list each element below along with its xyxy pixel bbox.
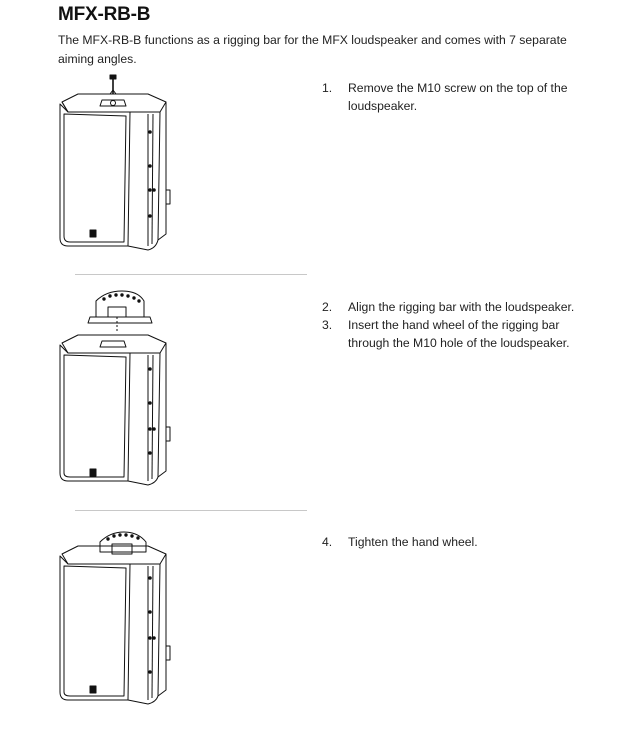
rigging-bar-illustration — [100, 532, 146, 554]
step-number: 1. — [322, 81, 333, 95]
loudspeaker-illustration — [50, 70, 180, 270]
step-text-line-1: Align the rigging bar with the loudspeaker. — [348, 300, 575, 314]
step-text-line-1: Remove the M10 screw on the top of the — [348, 81, 568, 95]
step-text-line-1: Insert the hand wheel of the rigging bar — [348, 318, 560, 332]
intro-paragraph — [58, 31, 598, 69]
step-text-line-1: Tighten the hand wheel. — [348, 535, 478, 549]
m10-screw-icon — [110, 75, 116, 94]
intro-line-2: aiming angles. — [58, 52, 137, 66]
page-title: MFX-RB-B — [58, 4, 151, 25]
step-number: 3. — [322, 318, 333, 332]
section-divider — [75, 274, 307, 275]
section-divider — [75, 510, 307, 511]
loudspeaker-illustration — [50, 287, 180, 487]
step-text-line-2: through the M10 hole of the loudspeaker. — [348, 336, 570, 350]
rigging-bar-illustration — [88, 291, 152, 331]
step-number: 4. — [322, 535, 333, 549]
loudspeaker-illustration — [50, 522, 180, 722]
intro-line-1: The MFX-RB-B functions as a rigging bar for the MFX loudspeaker and comes with 7 separate — [58, 33, 567, 47]
step-number: 2. — [322, 300, 333, 314]
step-text-line-2: loudspeaker. — [348, 99, 418, 113]
